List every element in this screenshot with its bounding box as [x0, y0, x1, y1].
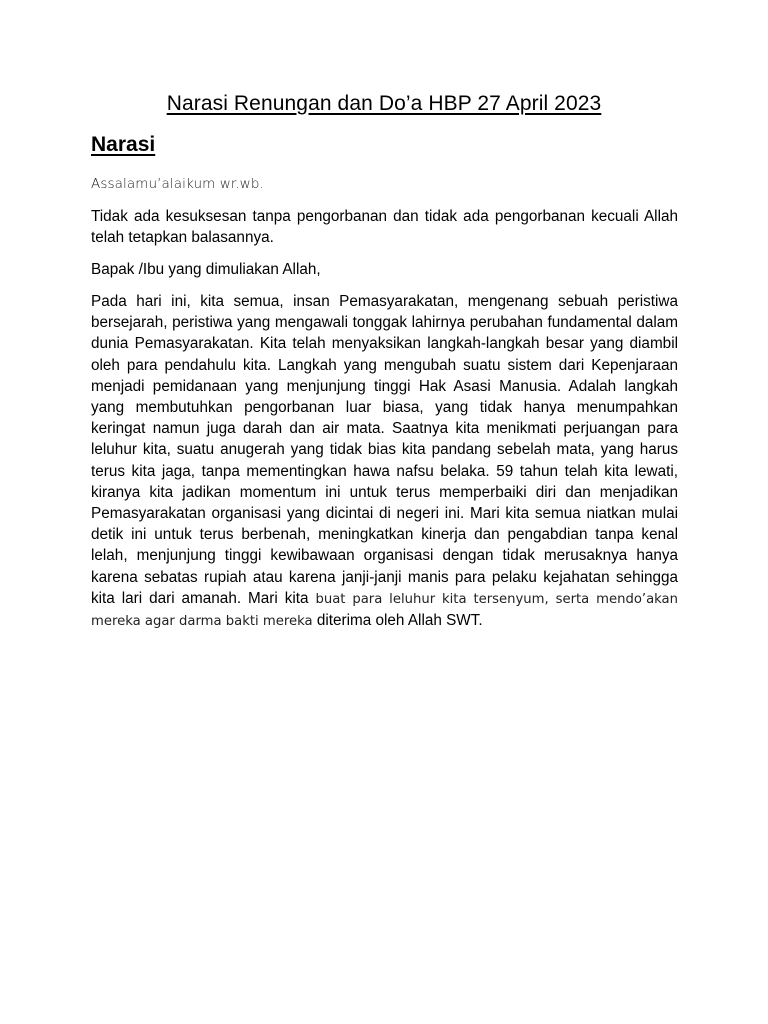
section-heading: Narasi [91, 133, 156, 156]
paragraph-3-alt-font: buat para leluhur kita tersenyum, serta mendo’akan mereka agar darma bakti mereka [91, 591, 678, 630]
paragraph-1: Tidak ada kesuksesan tanpa pengorbanan dan tidak ada pengorbanan kecuali Allah telah tetapkan balasannya. [91, 208, 678, 247]
paragraph-3-main: Pada hari ini, kita semua, insan Pemasyarakatan, mengenang sebuah peristiwa bersejarah, peristiwa yang mengawali tonggak lahirnya perubahan fundamental dalam dunia Pemasyarakatan. Kita telah menyaksikan langkah-langkah besar yang diambil oleh para pendahulu kita. Langkah yang mengubah suatu sistem dari Kepenjaraan menjadi pemidanaan yang menjunjung tinggi Hak Asasi Manusia. Adalah langkah yang membutuhkan pengorbanan luar biasa, yang tidak hanya menumpahkan keringat namun juga darah dan air mata. Saatnya kita menikmati perjuangan para leluhur kita, suatu anugerah yang tidak bias kita pandang sebelah mata, yang harus terus kita jaga, tanpa mementingkan hawa nafsu belaka. 59 tahun telah kita lewati, kiranya kita jadikan momentum ini untuk terus memperbaiki diri dan menjadikan Pemasyarakatan organisasi yang dicintai di negeri ini. Mari kita semua niatkan mulai detik ini untuk terus berbenah, meningkatkan kinerja dan pengabdian tanpa kenal lelah, menjunjung tinggi kewibawaan organisasi dengan tidak merusaknya hanya karena sebatas rupiah atau karena janji-janji manis para pelaku kejahatan sehingga kita lari dari amanah. Mari kita [91, 293, 678, 607]
paragraph-3 [91, 291, 678, 632]
document-title: Narasi Renungan dan Do’a HBP 27 April 2023 [166, 92, 602, 115]
greeting-text: Assalamu’alaikum wr.wb. [91, 176, 264, 192]
paragraph-2: Bapak /Ibu yang dimuliakan Allah, [91, 261, 321, 278]
paragraph-3-end: diterima oleh Allah SWT. [312, 612, 483, 630]
